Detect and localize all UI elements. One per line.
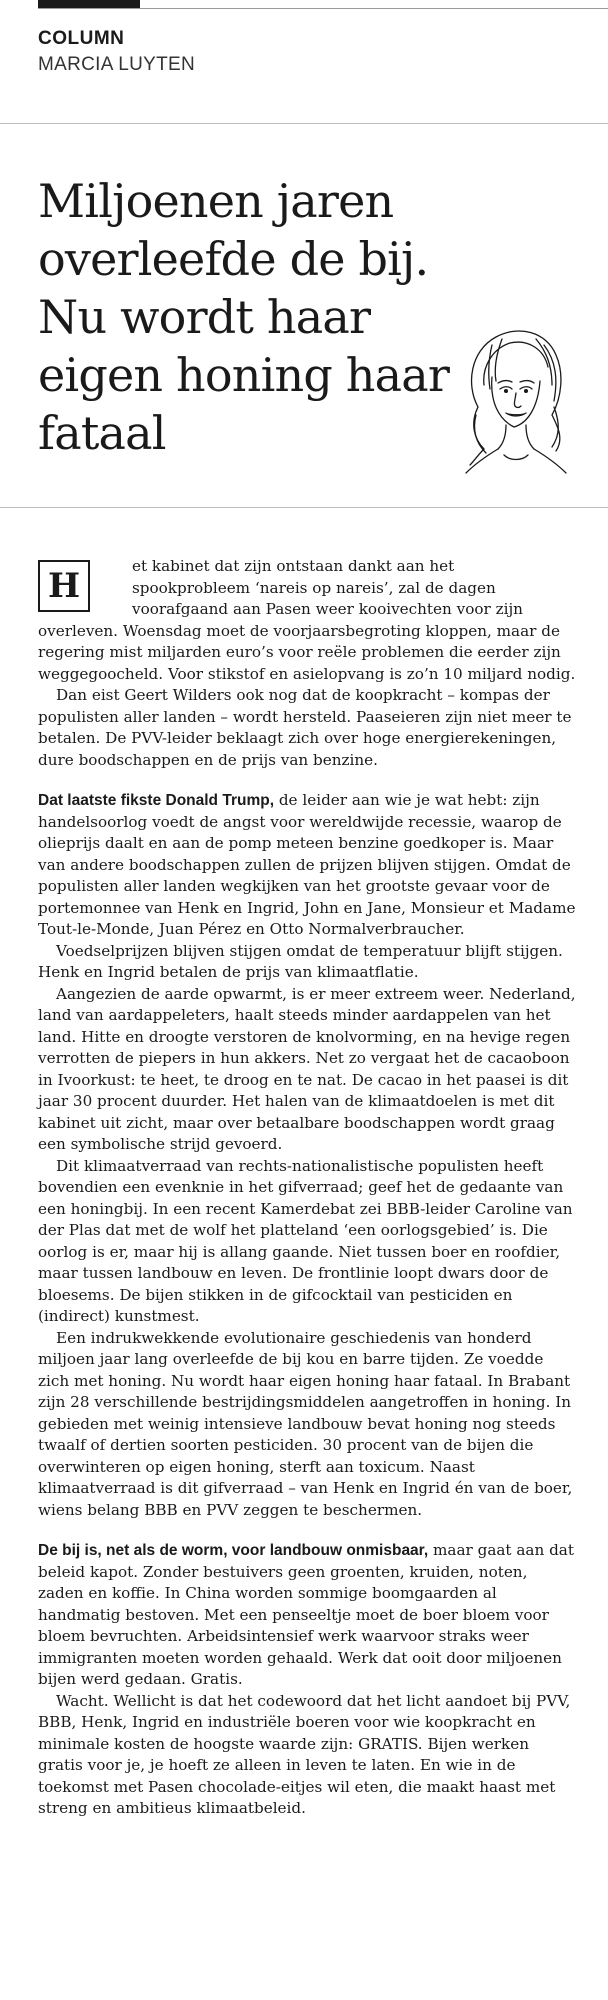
paragraph-8 [38, 1540, 576, 1691]
top-rule-line [38, 8, 608, 9]
article-body [38, 556, 576, 1820]
paragraph-8-text: maar gaat aan dat beleid kapot. Zonder bestuivers geen groenten, kruiden, noten, zaden en koffie. In China worden sommige boomgaarden al handmatig bestoven. Met een penseeltje moet de boer bloem voor bloem bevruchten. Arbeidsintensief werk waarvoor straks weer immigranten moeten worden gehaald. Werk dat ooit door miljoenen bijen werd gedaan. Gratis. [38, 1541, 574, 1688]
author-portrait-illustration [448, 315, 578, 475]
article-headline: Miljoenen jaren overleefde de bij. Nu wordt haar eigen honing haar fataal [38, 174, 450, 460]
paragraph-8-lead: De bij is, net als de worm, voor landbouw onmisbaar, [38, 1542, 429, 1559]
paragraph-3 [38, 790, 576, 941]
paragraph-2: Dan eist Geert Wilders ook nog dat de koopkracht – kompas der populisten aller landen – wordt hersteld. Paaseieren zijn niet meer te betalen. De PVV-leider beklaagt zich over hoge energierekeningen, dure boodschappen en de prijs van benzine. [38, 686, 572, 769]
paragraph-5: Aangezien de aarde opwarmt, is er meer extreem weer. Nederland, land van aardappeleters, haalt steeds minder aardappelen van het land. Hitte en droogte verstoren de knolvorming, en na hevige regen verrotten de piepers in hun akkers. Net zo vergaat het de cacaoboon in Ivoorkust: te heet, te droog en te nat. De cacao in het paasei is dit jaar 30 procent duurder. Het halen van de klimaatdoelen is met dit kabinet uit zicht, maar over betaalbare boodschappen wordt graag een symbolische strijd gevoerd. [38, 984, 576, 1153]
column-author: MARCIA LUYTEN [38, 54, 195, 75]
drop-cap: H [38, 560, 90, 612]
paragraph-9: Wacht. Wellicht is dat het codewoord dat het licht aandoet bij PVV, BBB, Henk, Ingrid en industriële boeren voor wie koopkracht en minimale kosten de hoogste waarde zijn: GRATIS. Bijen werken gratis voor je, je hoeft ze alleen in leven te laten. En wie in de toekomst met Pasen chocolade-eitjes wil eten, die maakt haast met streng en ambitieus klimaatbeleid. [38, 1691, 571, 1817]
paragraph-3-lead: Dat laatste fikste Donald Trump, [38, 792, 274, 809]
top-rule [0, 0, 608, 2]
top-rule-accent [38, 0, 140, 8]
paragraph-6: Dit klimaatverraad van rechts-nationalistische populisten heeft bovendien een evenknie in het gifverraad; geef het de gedaante van een honingbij. In een recent Kamerdebat zei BBB-leider Caroline van der Plas dat met de wolf het platteland ‘een oorlogsgebied’ is. Die oorlog is er, maar hij is allang gaande. Niet tussen boer en roofdier, maar tussen landbouw en leven. De frontlinie loopt dwars door de bloesems. De bijen stikken in de gifcocktail van pesticiden en (indirect) kunstmest. [38, 1156, 573, 1325]
column-kicker: COLUMN [38, 28, 125, 49]
paragraph-4: Voedselprijzen blijven stijgen omdat de temperatuur blijft stijgen. Henk en Ingrid betalen de prijs van klimaatflatie. [38, 941, 563, 981]
header-divider [0, 123, 608, 124]
paragraph-1: et kabinet dat zijn ontstaan dankt aan het spookprobleem ‘nareis op nareis’, zal de dagen voorafgaand aan Pasen weer kooivechten voor zijn overleven. Woensdag moet de voorjaarsbegroting kloppen, maar de regering mist miljarden euro’s voor reële problemen die eerder zijn weggegoocheld. Voor stikstof en asielopvang is zo’n 10 miljard nodig. [38, 557, 576, 683]
paragraph-7: Een indrukwekkende evolutionaire geschiedenis van honderd miljoen jaar lang overleefde de bij kou en barre tijden. Ze voedde zich met honing. Nu wordt haar eigen honing haar fataal. In Brabant zijn 28 verschillende bestrijdingsmiddelen aangetroffen in honing. In gebieden met weinig intensieve landbouw bevat honing nog steeds twaalf of dertien soorten pesticiden. 30 procent van de bijen die overwinteren op eigen honing, sterft aan toxicum. Naast klimaatverraad is dit gifverraad – van Henk en Ingrid én van de boer, wiens belang BBB en PVV zeggen te beschermen. [38, 1328, 573, 1519]
headline-divider [0, 507, 608, 508]
paragraph-3-text: de leider aan wie je wat hebt: zijn handelsoorlog voedt de angst voor wereldwijde recessie, waarop de olieprijs daalt en aan de pomp meteen benzine goedkoper is. Maar van andere boodschappen zullen de prijzen blijven stijgen. Omdat de populisten aller landen wegkijken van het grootste gevaar voor de portemonnee van Henk en Ingrid, John en Jane, Monsieur et Madame Tout-le-Monde, Juan Pérez en Otto Normalverbraucher. [38, 791, 576, 938]
